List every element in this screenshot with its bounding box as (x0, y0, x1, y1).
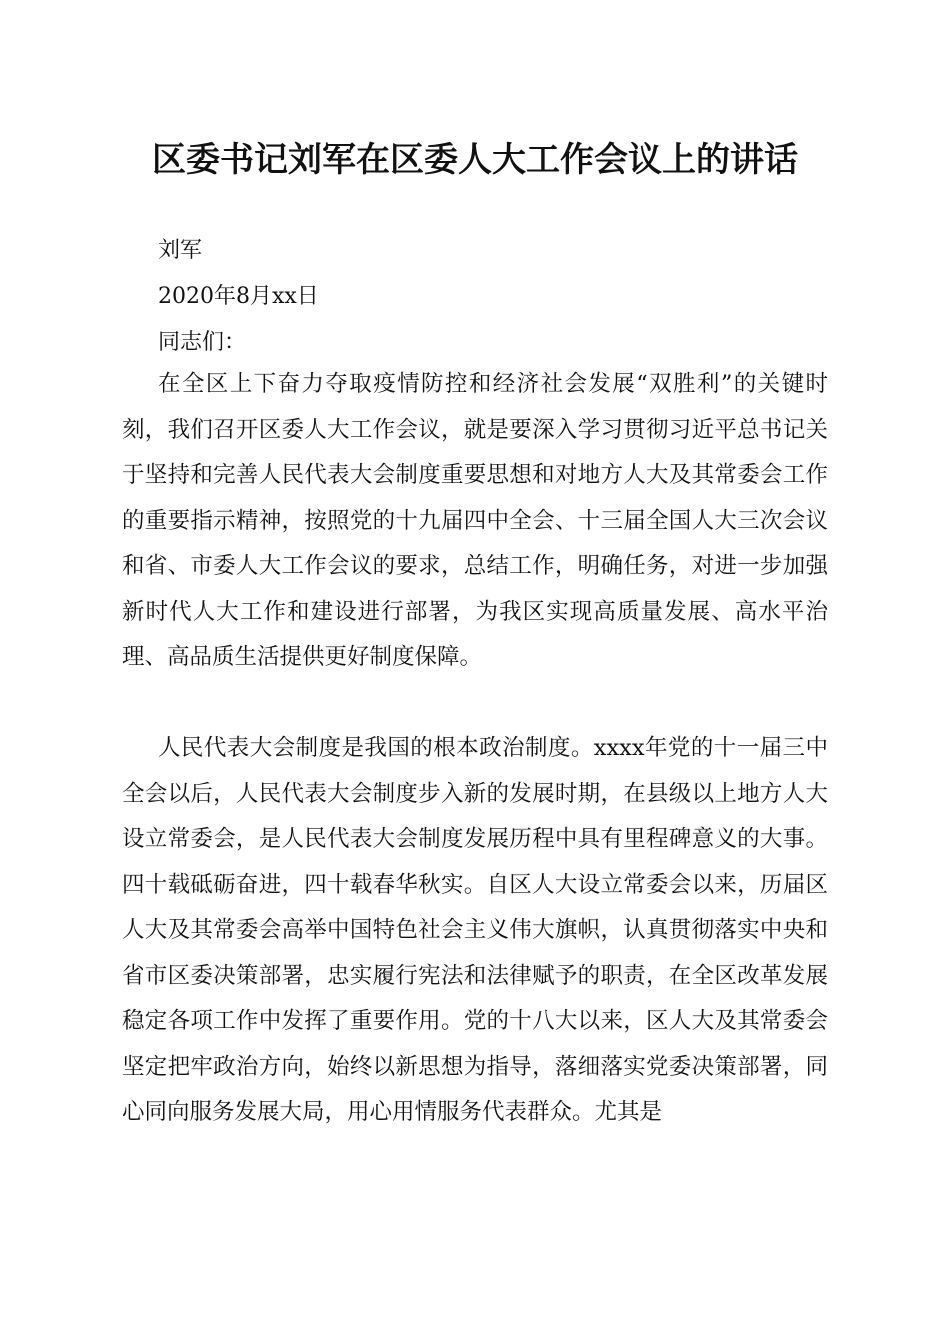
document-title: 区委书记刘军在区委人大工作会议上的讲话 (152, 140, 798, 180)
body-paragraph: 人民代表大会制度是我国的根本政治制度。xxxx年党的十一届三中全会以后，人民代表大会制度步入新的发展时期，在县级以上地方人大设立常委会，是人民代表大会制度发展历程中具有里程碑意义的大事。四十载砥砺奋进，四十载春华秋实。自区人大设立常委会以来，历届区人大及其常委会高举中国特色社会主义伟大旗帜，认真贯彻落实中央和省市区委决策部署，忠实履行宪法和法律赋予的职责，在全区改革发展稳定各项工作中发挥了重要作用。党的十八大以来，区人大及其常委会坚定把牢政治方向，始终以新思想为指导，落细落实党委决策部署，同心同向服务发展大局，用心用情服务代表群众。尤其是 (122, 735, 828, 1125)
greeting-line: 同志们： (158, 330, 247, 355)
body-paragraph: 在全区上下奋力夺取疫情防控和经济社会发展“双胜利”的关键时刻，我们召开区委人大工作会议，就是要深入学习贯彻习近平总书记关于坚持和完善人民代表大会制度重要思想和对地方人大及其常委会工作的重要指示精神，按照党的十九届四中全会、十三届全国人大三次会议和省、市委人大工作会议的要求，总结工作，明确任务，对进一步加强新时代人大工作和建设进行部署，为我区实现高质量发展、高水平治理、高品质生活提供更好制度保障。 (122, 371, 828, 670)
date-line: 2020年8月xx日 (158, 284, 319, 309)
author-line: 刘军 (158, 238, 203, 263)
